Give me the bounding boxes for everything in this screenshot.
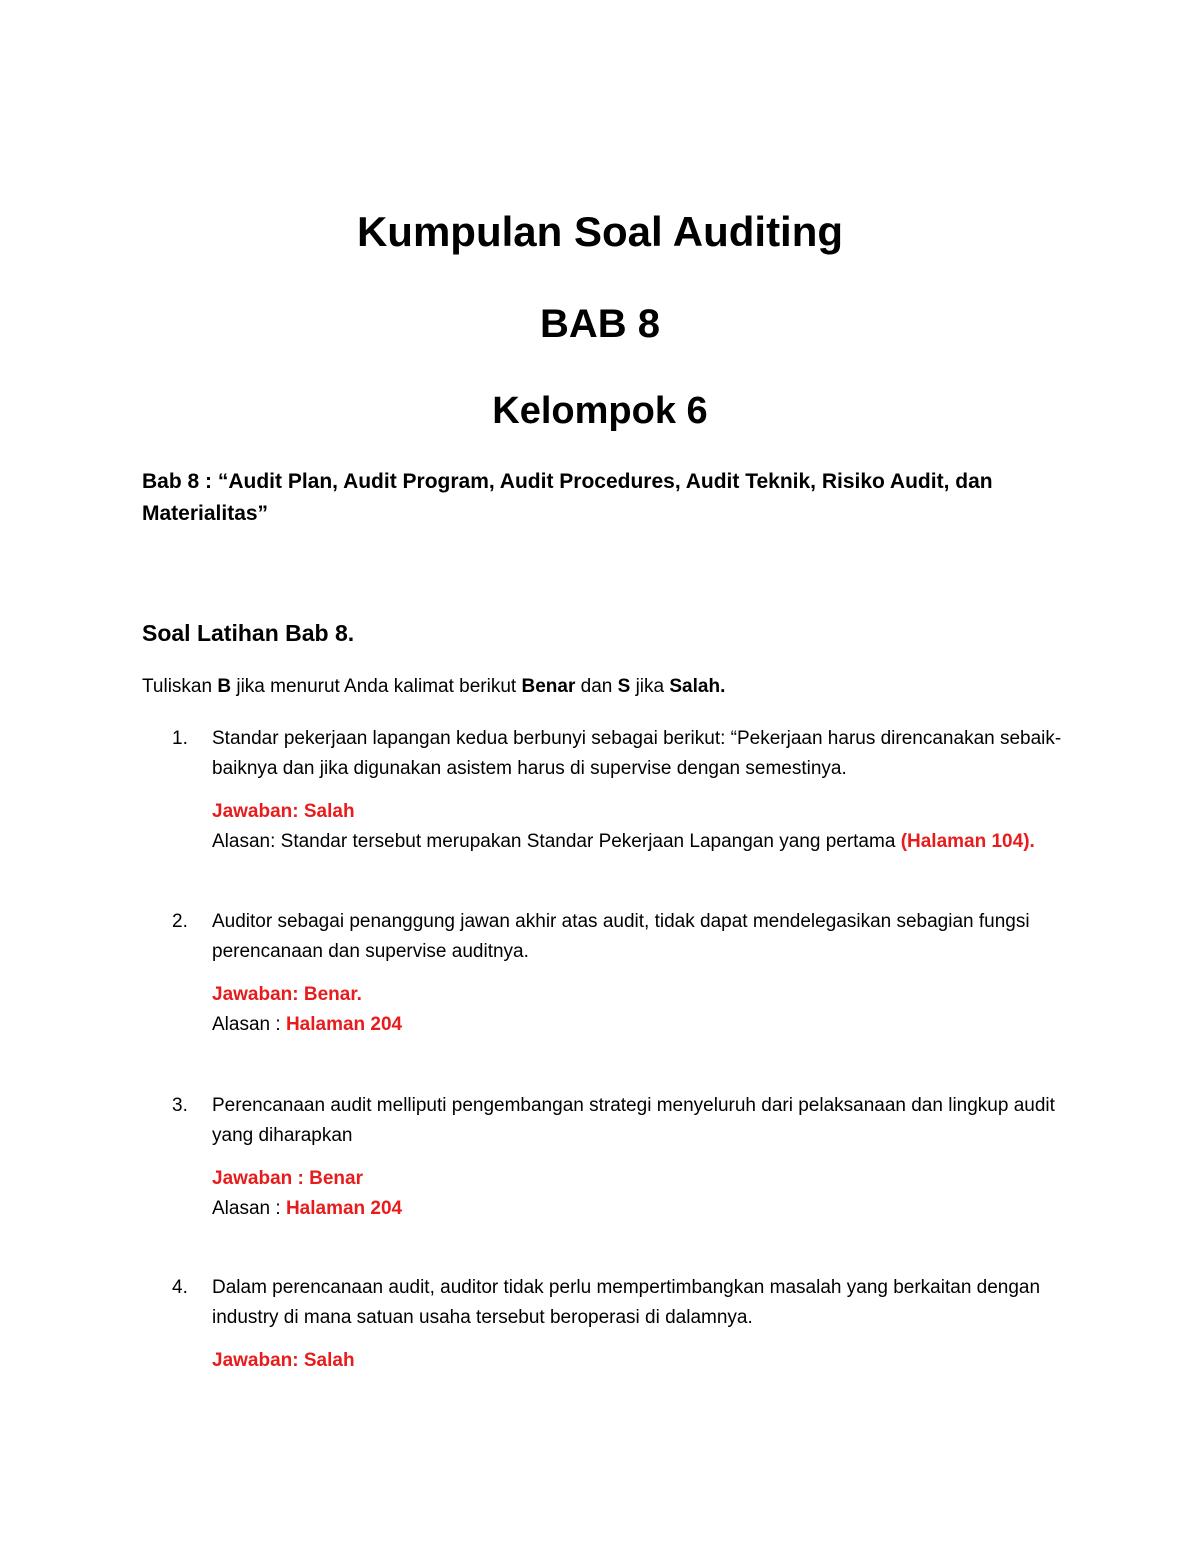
question-text: Auditor sebagai penanggung jawan akhir atas audit, tidak dapat mendelegasikan sebagian fungsi perencanaan dan supervise auditnya. xyxy=(212,911,1030,962)
reason-text: Alasan : Halaman 204 xyxy=(212,1198,403,1219)
question-text: Perencanaan audit melliputi pengembangan strategi menyeluruh dari pelaksanaan dan lingkup audit yang diharapkan xyxy=(212,1095,1055,1146)
question-text: Dalam perencanaan audit, auditor tidak perlu mempertimbangkan masalah yang berkaitan dengan industry di mana satuan usaha tersebut beroperasi di dalamnya. xyxy=(212,1277,1041,1328)
page-reference: Halaman 204 xyxy=(285,1014,403,1035)
reason-text: Alasan: Standar tersebut merupakan Standar Pekerjaan Lapangan yang pertama (Halaman 104). xyxy=(212,831,1035,852)
document-title: Kumpulan Soal Auditing xyxy=(356,208,844,255)
page-reference: (Halaman 104). xyxy=(900,831,1035,852)
question-number: 2. xyxy=(172,911,188,932)
instruction-text: Tuliskan B jika menurut Anda kalimat berikut Benar dan S jika Salah. xyxy=(142,676,726,697)
group-title: Kelompok 6 xyxy=(492,390,708,432)
answer-text: Jawaban : Benar xyxy=(212,1168,363,1189)
section-heading: Soal Latihan Bab 8. xyxy=(142,620,355,646)
question-number: 1. xyxy=(172,728,188,749)
answer-text: Jawaban: Salah xyxy=(212,801,355,822)
page-reference: Halaman 204 xyxy=(285,1198,403,1219)
answer-text: Jawaban: Benar. xyxy=(212,984,362,1005)
question-number: 3. xyxy=(172,1095,188,1116)
question-number: 4. xyxy=(172,1277,188,1298)
question-text: Standar pekerjaan lapangan kedua berbunyi sebagai berikut: “Pekerjaan harus direncanakan sebaik-baiknya dan jika digunakan asistem harus di supervise dengan semestinya. xyxy=(212,728,1062,779)
chapter-description: Bab 8 : “Audit Plan, Audit Program, Audit Procedures, Audit Teknik, Risiko Audit, dan Materialitas” xyxy=(142,470,993,525)
answer-text: Jawaban: Salah xyxy=(212,1350,355,1371)
reason-text: Alasan : Halaman 204 xyxy=(212,1014,403,1035)
chapter-title: BAB 8 xyxy=(539,302,661,346)
